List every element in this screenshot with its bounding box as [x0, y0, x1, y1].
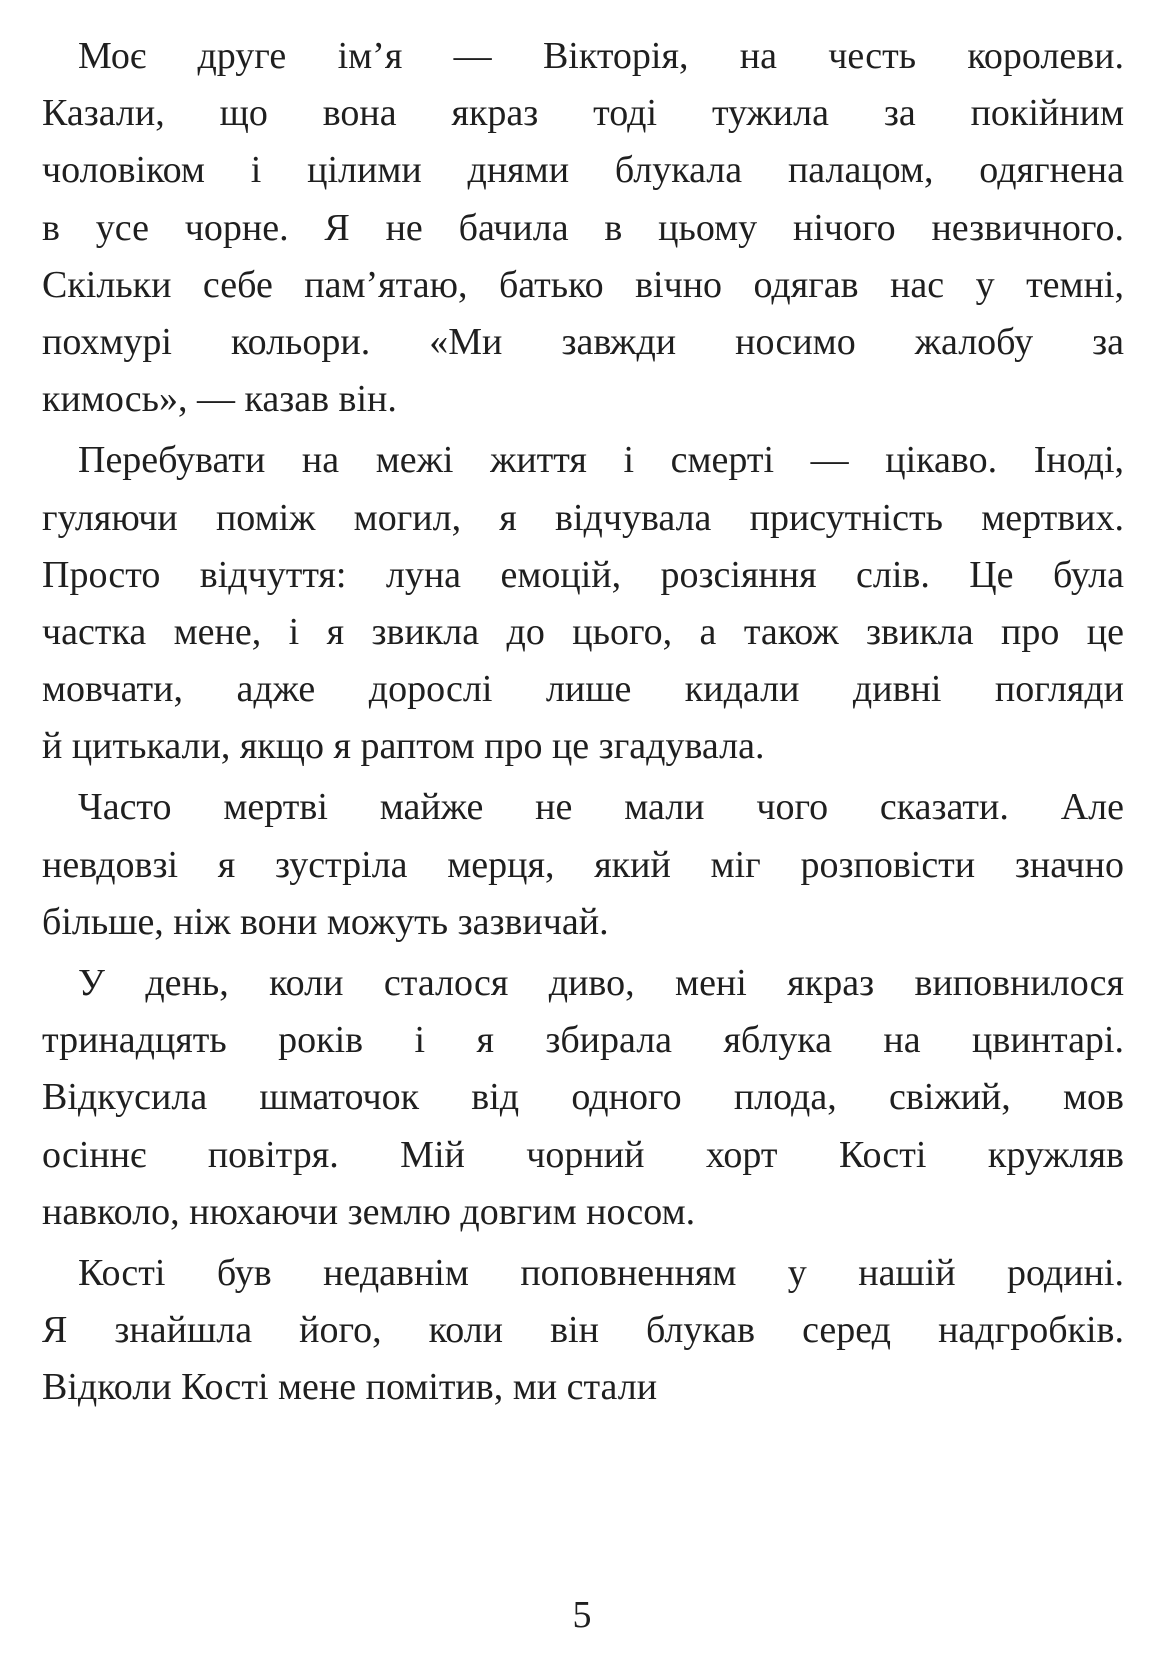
text-line: Скільки себе пам’ятаю, батько вічно одягав нас у темні,	[42, 263, 1124, 306]
text-line: Казали, що вона якраз тоді тужила за покійним	[42, 92, 1124, 135]
text-line: частка мене, і я звикла до цього, а також звикла про це	[42, 610, 1124, 653]
text-line: Просто відчуття: луна емоцій, розсіяння слів. Це була	[42, 553, 1124, 596]
text-line: У день, коли сталося диво, мені якраз виповнилося	[78, 962, 1124, 1004]
text-line: Кості був недавнім поповненням у нашій родині.	[78, 1251, 1124, 1294]
text-line: в усе чорне. Я не бачила в цьому нічого незвичного.	[42, 206, 1124, 249]
text-line: Моє друге ім’я — Вікторія, на честь королеви.	[78, 35, 1124, 77]
text-line: похмурі кольори. «Ми завжди носимо жалобу за	[42, 320, 1124, 363]
text-line: Я знайшла його, коли він блукав серед надгробків.	[42, 1309, 1124, 1352]
text-line: більше, ніж вони можуть зазвичай.	[42, 900, 609, 943]
paragraph-3	[42, 779, 1124, 951]
body-text	[42, 28, 1124, 1421]
text-line: й цитькали, якщо я раптом про це згадувала.	[42, 725, 765, 768]
page-number: 5	[572, 1594, 592, 1636]
text-line: чоловіком і цілими днями блукала палацом, одягнена	[42, 149, 1124, 192]
text-line: тринадцять років і я збирала яблука на цвинтарі.	[42, 1019, 1124, 1062]
text-line: Відкусила шматочок від одного плода, свіжий, мов	[42, 1076, 1124, 1119]
text-line: гуляючи поміж могил, я відчувала присутність мертвих.	[42, 496, 1124, 539]
paragraph-2	[42, 432, 1124, 775]
paragraph-5	[42, 1245, 1124, 1417]
text-line: невдовзі я зустріла мерця, який міг розповісти значно	[42, 843, 1124, 886]
paragraph-4	[42, 955, 1124, 1241]
text-line: осіннє повітря. Мій чорний хорт Кості кружляв	[42, 1133, 1124, 1176]
text-line: мовчати, адже дорослі лише кидали дивні погляди	[42, 668, 1124, 711]
text-line: Відколи Кості мене помітив, ми стали	[42, 1366, 658, 1409]
text-line: кимось», — казав він.	[42, 378, 397, 421]
text-line: навколо, нюхаючи землю довгим носом.	[42, 1190, 696, 1233]
text-line: Перебувати на межі життя і смерті — цікаво. Іноді,	[78, 439, 1124, 482]
paragraph-1	[42, 28, 1124, 428]
text-line: Часто мертві майже не мали чого сказати. Але	[78, 786, 1124, 829]
